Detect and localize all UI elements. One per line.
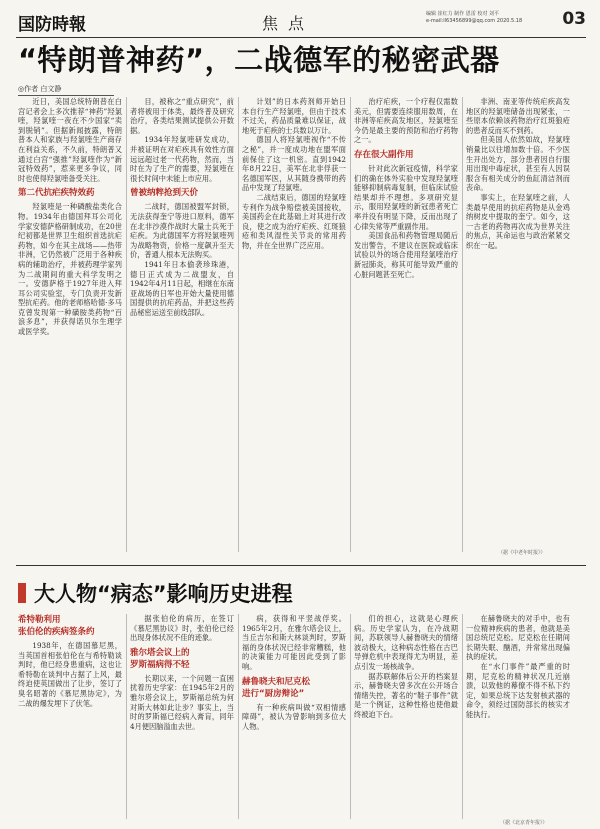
article2-paragraph: 在赫鲁晓夫的对手中，也有一位精神疾病的患者，他就是美国总统尼克松。尼克松在任期间长期失眠、酗酒，并常常出现偏执的症状。 bbox=[466, 614, 570, 662]
column-rule bbox=[350, 97, 351, 552]
masthead bbox=[16, 6, 586, 38]
article2-column-3 bbox=[242, 614, 346, 819]
article1-paragraph: 羟氯喹是一种磷酸盐类化合物。1934年由德国拜耳公司化学家安德萨格研制成功，在20世纪初都是世界卫生组织首选抗疟药物，如今在其主战场——热带非洲，它仍然被广泛用于各种疾病的辅助治疗，并被药理学家列为二战期间的重大科学发明之一。安德萨格于1927年进入拜耳公司实验室，专门负责开发新型抗疟药。他的老师格哈德·多马克曾发现第一种磺胺类药物“百浪多息”，并获得诺贝尔生理学或医学奖。 bbox=[18, 202, 122, 337]
article2-paragraph: 有一种疾病叫做“双相情感障碍”，被认为曾影响到多位大人物。 bbox=[242, 702, 346, 731]
article2-paragraph: 据苏联解体后公开的档案显示，赫鲁晓夫曾多次在公开场合情绪失控，著名的“鞋子事件”就是一个例证，这种性格也使他最终被迫下台。 bbox=[354, 671, 458, 719]
article1-column-3 bbox=[242, 97, 346, 552]
column-rule bbox=[462, 614, 463, 819]
section-name: 焦点 bbox=[262, 14, 315, 33]
article1-paragraph: 目，被称之“重点研究”，前者将被用于体类，最终普及研究治疗，各类结果测试提供公开数据。 bbox=[130, 97, 234, 135]
article1-paragraph: 计划”的日本药剂师开始日本自行生产羟氯喹，但由于技术不过关，药品质量难以保证，战地死于疟疾的士兵数以万计。 bbox=[242, 97, 346, 135]
article2-subhead-3a: 赫鲁晓夫和尼克松 bbox=[242, 676, 311, 687]
article1-paragraph: 二战结束后，德国的羟氯喹专利作为战争赔偿被美国接收，美国药企在此基础上对其进行改良，使之成为治疗疟疾、红斑狼疮和类风湿性关节炎的常用药物，并在全世界广泛应用。 bbox=[242, 192, 346, 250]
article2-paragraph: 病，获得和平竖战俘奖。1965年2月，在雅尔塔会议上，当丘吉尔和斯大林谈判时，罗斯福的身体状况已经非常糟糕，他的决策能力可能因此受到了影响。 bbox=[242, 614, 346, 671]
column-rule bbox=[238, 614, 239, 819]
article1-intro: 近日，美国总统特朗普在白宫记者会上多次推荐“神药”羟氯喹，羟氯喹一夜在不少国家“卖到脱销”。但据新闻披露，特朗普本人和家族与羟氯喹生产商存在利益关系，不久前，特朗普又通过白宫“强推”羟氯喹作为“新冠特效药”，惹来更多争议，同时也使得羟氯喹备受关注。 bbox=[18, 97, 122, 183]
column-rule bbox=[126, 614, 127, 819]
article2-subhead-3b: 进行“厨房辩论” bbox=[242, 688, 305, 699]
article2-subhead-2b: 罗斯福病得不轻 bbox=[130, 659, 190, 670]
headline-accent-bar bbox=[18, 583, 26, 603]
article2-column-5 bbox=[466, 614, 570, 817]
column-rule bbox=[462, 97, 463, 552]
article1-paragraph: 二战时，德国被盟军封锁，无法获得奎宁等进口原料，德军在北非沙漠作战时大量士兵死于疟疾。为此德国军方将羟氯喹列为战略物资，价格一度飙升至天价，普通人根本无法购买。 bbox=[130, 202, 234, 260]
article1-paragraph: 针对此次新冠疫情，科学家们的确在体外实验中发现羟氯喹能够抑制病毒复制，但临床试验结果却并不理想。多项研究显示，服用羟氯喹的新冠患者死亡率并没有明显下降，反而出现了心律失常等严重副作用。 bbox=[354, 163, 458, 231]
contact-date: e-mail:ll63456899@qq.com 2020.5.18 bbox=[426, 18, 523, 24]
article1-column-1 bbox=[18, 97, 122, 552]
article1-subhead-3: 存在很大副作用 bbox=[354, 149, 414, 160]
article1-column-4 bbox=[354, 97, 458, 552]
article2-subhead-1a: 希特勒利用 bbox=[18, 615, 61, 625]
article2-paragraph: 在“水门事件”最严重的时期，尼克松的精神状况几近崩溃，以致他的幕僚不得不私下约定，如果总统下达发射核武器的命令，须经过国防部长的核实才能执行。 bbox=[466, 661, 570, 719]
newspaper-logo: 国防時報 bbox=[18, 15, 86, 35]
article2-column-1 bbox=[18, 614, 122, 819]
article1-paragraph: 但美国人依然如故，羟氯喹销量比以往增加数十倍。不少医生开出处方，部分患者因自行服用出现中毒症状，甚至有人因误服含有相关成分的鱼缸清洁剂而丧命。 bbox=[466, 135, 570, 193]
article1-paragraph: 1934年羟氯喹研发成功，并被证明在对疟疾具有效性方面远远超过老一代药物，然而，当时在为了生产的需要，羟氯喹在很长时间中未能上市应用。 bbox=[130, 135, 234, 183]
article2-paragraph: 据张伯伦的病历，在签订《慕尼黑协议》时，张伯伦已经出现身体状况不佳的迹象。 bbox=[130, 614, 234, 643]
article2-subhead-2a: 雅尔塔会议上的 bbox=[130, 647, 190, 658]
article2-column-2 bbox=[130, 614, 234, 819]
article1-paragraph: 德国人将羟氯喹视作“不传之秘”，并一度成功地在盟军面前保住了这一机密。直到1942年8月22日，美军在北非俘获一名德国军医，从其随身携带的药品中发现了羟氯喹。 bbox=[242, 135, 346, 193]
article2-paragraph: 长期以来，一个问题一直困扰着历史学家：在1945年2月的雅尔塔会议上，罗斯福总统为何对斯大林如此让步？事实上，当时的罗斯福已经病入膏肓，同年4月便因脑溢血去世。 bbox=[130, 673, 234, 731]
column-rule bbox=[238, 97, 239, 552]
edition-info bbox=[426, 11, 576, 25]
section-divider bbox=[16, 565, 586, 566]
column-rule bbox=[126, 97, 127, 552]
article1-subhead-1: 第二代抗疟疾特效药 bbox=[18, 188, 95, 199]
page-number: 03 bbox=[562, 9, 586, 29]
article1-headline: “特朗普神药”，二战德军的秘密武器 bbox=[18, 43, 500, 77]
article1-paragraph: 1941年日本偷袭珍珠港，德日正式成为二战盟友，自1942年4月11日起，相继在东南亚战场的日军也开始大量使用德国提供的抗疟药品，并把这些药品秘密运送至前线部队。 bbox=[130, 259, 234, 317]
article1-subhead-2: 曾被纳粹抢到天价 bbox=[130, 188, 199, 199]
article2-source-credit: （据《北京青年报》） bbox=[500, 820, 548, 826]
article1-paragraph: 治疗疟疾，一个疗程仅需数美元，但需要连续服用数周，在非洲等疟疾高发地区，羟氯喹至今仍是最主要的预防和治疗药物之一。 bbox=[354, 97, 458, 145]
article2-paragraph: 1938年，在德国慕尼黑，当英国首相张伯伦在与希特勒谈判时，他已经身患重病，这也让希特勒在谈判中占据了上风，最终迫使英国做出了让步，签订了臭名昭著的《慕尼黑协定》，为二战的爆发埋下了伏笔。 bbox=[18, 641, 122, 708]
article1-paragraph: 美国食品和药物管理局随后发出警告，不建议在医院或临床试验以外的场合使用羟氯喹治疗新冠肺炎，称其可能导致严重的心脏问题甚至死亡。 bbox=[354, 231, 458, 279]
article2-paragraph: 们的担心，这就是心理疾病。历史学家认为，在冷战期间，苏联领导人赫鲁晓夫的情绪波动极大，这种病态性格在古巴导弹危机中表现得尤为明显，差点引发一场核战争。 bbox=[354, 614, 458, 671]
article1-paragraph: 事实上，在羟氯喹之前，人类最早使用的抗疟药物是从金鸡纳树皮中提取的奎宁。如今，这一古老的药物再次成为世界关注的焦点，其命运也与政治紧紧交织在一起。 bbox=[466, 192, 570, 250]
column-rule bbox=[350, 614, 351, 819]
article2-column-4 bbox=[354, 614, 458, 819]
article1-column-2 bbox=[130, 97, 234, 552]
editor-credits: 编辑 崔红力 制作 恩雷 校对 刘平 bbox=[426, 11, 499, 17]
article1-paragraph: 非洲、南亚等传统疟疾高发地区的羟氯喹储备出现紧张，一些原本依赖该药物治疗红斑狼疮的患者反而买不到药。 bbox=[466, 97, 570, 135]
article1-source-credit: （据《中老年时报》） bbox=[498, 550, 546, 556]
article2-headline: 大人物“病态”影响历史进程 bbox=[34, 582, 293, 606]
article1-column-5 bbox=[466, 97, 570, 547]
article1-byline: ◎作者 白文静 bbox=[18, 84, 114, 96]
article2-subhead-1b: 张伯伦的疾病签条约 bbox=[18, 627, 95, 637]
